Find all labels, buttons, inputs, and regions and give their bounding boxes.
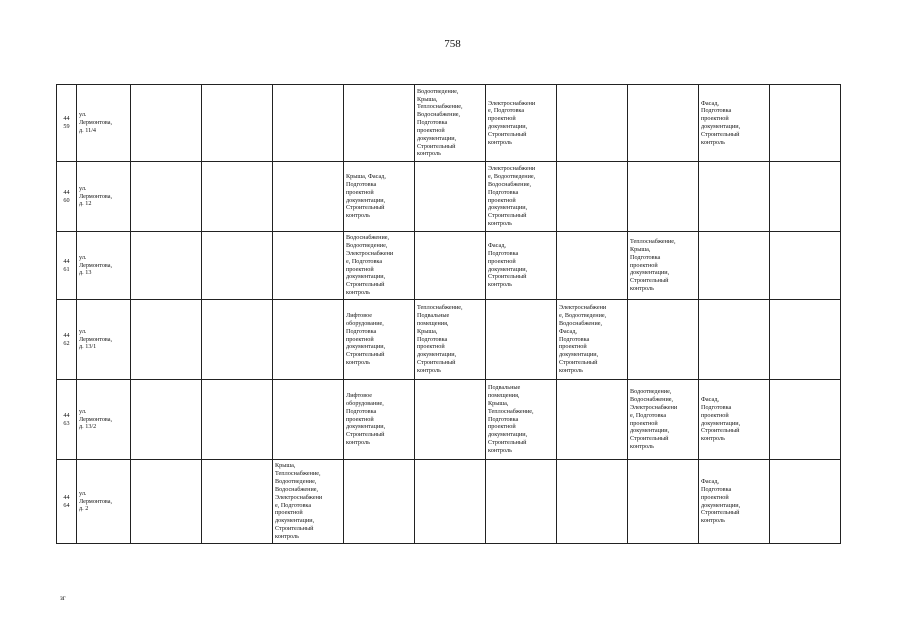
work-cell: Фасад, Подготовка проектной документации, Строительный контроль (699, 380, 770, 460)
work-cell (202, 300, 273, 380)
work-cell: Подвальные помещения, Крыша, Теплоснабжение, Подготовка проектной документации, Строительный контроль (486, 380, 557, 460)
work-cell (770, 162, 841, 232)
work-cell (131, 85, 202, 162)
work-cell (699, 232, 770, 300)
work-cell: Фасад, Подготовка проектной документации, Строительный контроль (486, 232, 557, 300)
work-cell (202, 380, 273, 460)
address-cell: ул. Лермонтова, д. 13/1 (77, 300, 131, 380)
page-number: 758 (444, 38, 461, 50)
work-cell (557, 232, 628, 300)
work-cell: Водоотведение, Водоснабжение, Электроснабжени е, Подготовка проектной документации, Строительный контроль (628, 380, 699, 460)
work-cell: Лифтовое оборудование, Подготовка проектной документации, Строительный контроль (344, 300, 415, 380)
address-cell: ул. Лермонтова, д. 13/2 (77, 380, 131, 460)
work-cell (486, 460, 557, 544)
footer-mark: зг (60, 594, 66, 602)
row-number: 44 61 (57, 232, 77, 300)
table-row (57, 85, 841, 162)
work-cell: Крыша, Фасад, Подготовка проектной документации, Строительный контроль (344, 162, 415, 232)
work-cell (770, 300, 841, 380)
work-cell (415, 162, 486, 232)
work-cell (131, 460, 202, 544)
address-cell: ул. Лермонтова, д. 2 (77, 460, 131, 544)
work-cell (557, 460, 628, 544)
work-cell (131, 380, 202, 460)
work-cell (770, 85, 841, 162)
work-cell: Теплоснабжение, Крыша, Подготовка проектной документации, Строительный контроль (628, 232, 699, 300)
work-cell (273, 232, 344, 300)
work-cell: Фасад, Подготовка проектной документации, Строительный контроль (699, 460, 770, 544)
work-cell: Крыша, Теплоснабжение, Водоотведение, Водоснабжение, Электроснабжени е, Подготовка проектной документации, Строительный контроль (273, 460, 344, 544)
repair-schedule-table (56, 84, 841, 544)
work-cell (273, 85, 344, 162)
work-cell: Теплоснабжение, Подвальные помещения, Крыша, Подготовка проектной документации, Строительный контроль (415, 300, 486, 380)
work-cell (273, 300, 344, 380)
work-cell (415, 232, 486, 300)
table-row (57, 380, 841, 460)
work-cell (131, 162, 202, 232)
work-cell: Водоотведение, Крыша, Теплоснабжение, Водоснабжение, Подготовка проектной документации, Строительный контроль (415, 85, 486, 162)
work-cell (557, 380, 628, 460)
work-cell (770, 380, 841, 460)
work-cell (131, 300, 202, 380)
work-cell (557, 162, 628, 232)
row-number: 44 59 (57, 85, 77, 162)
work-cell (202, 232, 273, 300)
row-number: 44 60 (57, 162, 77, 232)
work-cell: Лифтовое оборудование, Подготовка проектной документации, Строительный контроль (344, 380, 415, 460)
work-cell (770, 232, 841, 300)
work-cell (770, 460, 841, 544)
work-cell: Электроснабжени е, Водоотведение, Водоснабжение, Фасад, Подготовка проектной документации, Строительный контроль (557, 300, 628, 380)
work-cell (628, 85, 699, 162)
work-cell (699, 300, 770, 380)
work-cell (486, 300, 557, 380)
address-cell: ул. Лермонтова, д. 11/4 (77, 85, 131, 162)
work-cell (202, 85, 273, 162)
work-cell (628, 162, 699, 232)
table-row (57, 300, 841, 380)
work-cell (273, 380, 344, 460)
work-cell (202, 162, 273, 232)
work-cell (415, 380, 486, 460)
work-cell (628, 460, 699, 544)
work-cell (415, 460, 486, 544)
work-cell: Электроснабжени е, Подготовка проектной документации, Строительный контроль (486, 85, 557, 162)
address-cell: ул. Лермонтова, д. 13 (77, 232, 131, 300)
work-cell: Электроснабжени е, Водоотведение, Водоснабжение, Подготовка проектной документации, Строительный контроль (486, 162, 557, 232)
work-cell (273, 162, 344, 232)
address-cell: ул. Лермонтова, д. 12 (77, 162, 131, 232)
work-cell (628, 300, 699, 380)
work-cell (202, 460, 273, 544)
row-number: 44 64 (57, 460, 77, 544)
table-row (57, 232, 841, 300)
work-cell: Водоснабжение, Водоотведение, Электроснабжени е, Подготовка проектной документации, Строительный контроль (344, 232, 415, 300)
row-number: 44 62 (57, 300, 77, 380)
work-cell (557, 85, 628, 162)
row-number: 44 63 (57, 380, 77, 460)
table-row (57, 162, 841, 232)
work-cell (131, 232, 202, 300)
work-cell (344, 460, 415, 544)
table-row (57, 460, 841, 544)
work-cell (344, 85, 415, 162)
work-cell (699, 162, 770, 232)
work-cell: Фасад, Подготовка проектной документации, Строительный контроль (699, 85, 770, 162)
